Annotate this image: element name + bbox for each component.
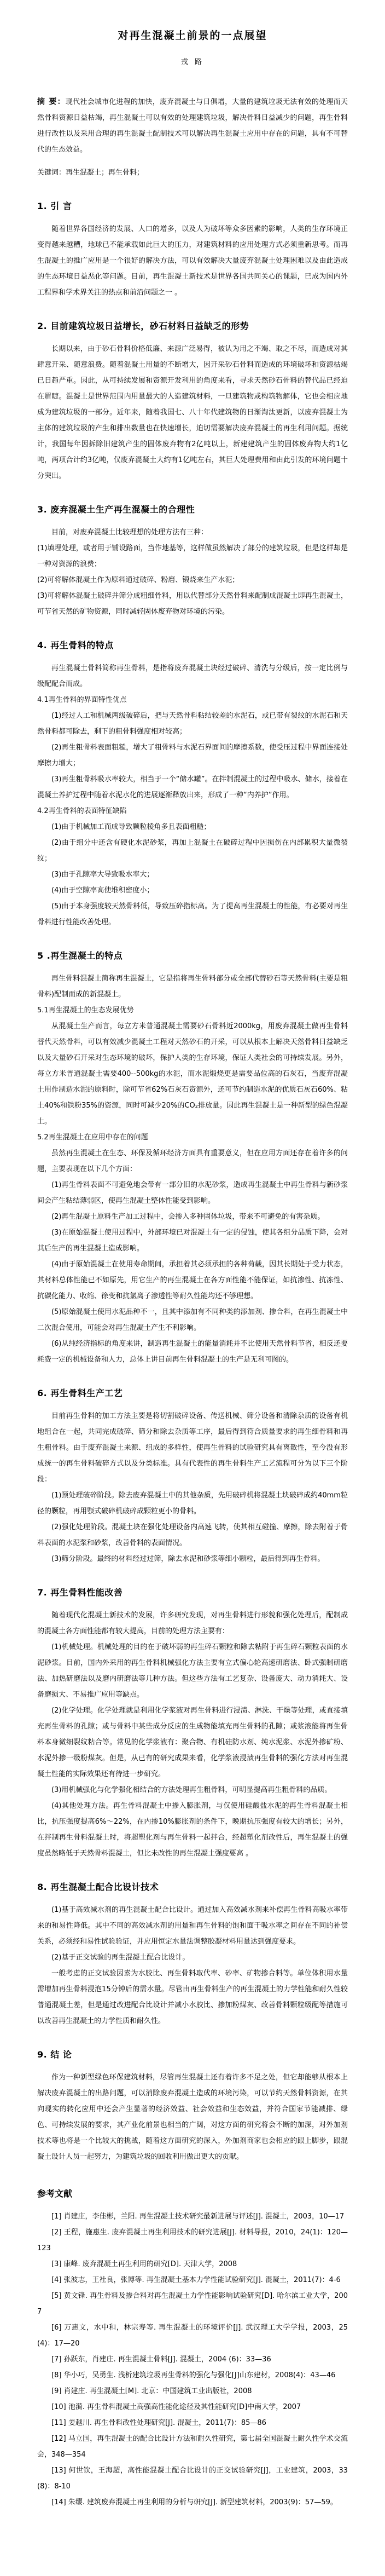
paragraph: (5)原始混凝土使用水泥品种不一，且其中添加有不同种类的添加剂、掺合料，在再生混凝土中二次混合使用，可能会对再生混凝土产生不利影响。 (37, 1308, 348, 1332)
reference-item: [10] 池漪. 再生骨料混凝土高强高性能化途径及其性能研究[D]中南大学，2007 (51, 2403, 301, 2411)
paragraph: (4)由于原始混凝土在使用寿命期间，承担着其必须承担的各种荷载，因其长期处于受力状态，其材料总体性能已不如原先，用它生产的再生混凝土在各方面性能不能保证，如抗渗性、抗冻性、抗碳化能力、收缩、徐变和抗氯离子渗透性等耐久性能均还不够理想。 (37, 1260, 348, 1300)
subsection-heading: 5.2再生混凝土在应用中存在的问题 (37, 1133, 148, 1142)
reference-item: [4] 张波志，王社良，张博等. 再生混凝土基本力学性能试验研究[J]. 混凝土，2011(7)：4-6 (51, 2276, 341, 2284)
paragraph: 作为一种新型绿色环保建筑材料，尽管再生混凝土还有着许多不足之处，但它却能够从根本上解决废弃混凝土的出路问题，可以消除废弃混凝土造成的环境污染，可以节约天然骨料资源，在其向现实的转化应用中还会产生显著的经济效益、社会效益和生态效益，并符合国家节能减排、绿色、可持续发展的要求，其产业化前景也相当的广阔，对这方面的研究将会不断的加深，对外加剂技术等也将是一个比较大的挑战，随着这方面研究的深入，外加剂商家也会相应的跟上脚步，跟混凝土设计人员一起努力，为建筑垃圾的回收利用做出更大的贡献。 (37, 2073, 348, 2161)
paragraph: (2)基于正交试验的再生混凝土配合比设计。 (51, 1953, 190, 1962)
section-heading: 6. 再生骨料生产工艺 (37, 1388, 123, 1398)
reference-item: [7] 孙跃东，肖建庄. 再生混凝土骨料[J]. 混凝土，2004 (6)：33—36 (51, 2355, 271, 2364)
paragraph: 随着现代化混凝土新技术的发展，许多研究发现，对再生骨料进行形貌和强化处理后，配制成的混凝土各方面性能都有较大提高，目前的处理方法主要有： (37, 1611, 348, 1635)
section-heading: 7. 再生骨料性能改善 (37, 1587, 123, 1598)
paragraph: 目前，对废弃混凝土比较理想的处理方法有三种： (51, 528, 208, 537)
paragraph: 一般考虑的正交试验因素为水胶比、再生骨料取代率、砂率、矿物掺合料等。单位体积用水量需增加再生骨料浸泡15分钟后的需水量。尽管由再生骨料生产的再生混凝土的力学性能和耐久性较普通混凝土差，但是通过改进配合比设计并减小水胶比、掺加粉煤灰、改善骨料颗粒级配等措施可以改善再生混凝土的力学性质和耐久性。 (37, 1969, 348, 2025)
paragraph: (4)其他处理方法。再生骨料混凝土中掺入膨胀剂，与仅使用硅酸盐水泥的再生骨料混凝土相比，抗压强度提高6%～22%，在内掺10%膨胀剂的条件下，晚期抗压强度有较大的增长；另外，在拌制再生骨料混凝土时，将超塑化剂与再生骨料一起拌合，经超塑化剂改性后，再生混凝土的强度虽然略低于天然骨料混凝土，但比未改性的再生混凝土强度要高 。 (37, 1802, 348, 1858)
keywords (37, 165, 348, 181)
paragraph: (1)经过人工和机械两级破碎后，把与天然骨料粘结较差的水泥石，或已带有裂纹的水泥石和天然骨料都可除去，剩下的粗骨料强度相对较高； (37, 712, 348, 736)
paper-title: 对再生混凝土前景的一点展望 (118, 30, 267, 42)
paragraph: (5)由于本身强度较天然骨料低，导致压碎指标高。为了提高再生混凝土的性能，有必要对再生骨料进行性能改善处理。 (37, 902, 348, 926)
paragraph: (3)筛分阶段。最终的材料经过过筛，除去水泥和砂浆等细小颗粒，最后得到再生骨料。 (51, 1555, 325, 1563)
keywords-label: 关键词： (37, 169, 66, 177)
references-list (37, 2209, 348, 2510)
reference-item: [3] 康峰. 废弃混凝土再生利用的研究[D]. 天津大学，2008 (51, 2260, 237, 2268)
abstract-text: 现代社会城市化进程的加快，废弃混凝土与日俱增，大量的建筑垃圾无法有效的处理而天然骨料资源日益枯竭，再生混凝土可以有效的处理建筑垃圾，解决骨料日益减少的问题，再生骨料进行改性以及采用合理的再生混凝土配制技术可以解决再生混凝土应用中存在的问题，具有不可替代的生态效益。 (37, 98, 348, 154)
section-heading: 2. 目前建筑垃圾日益增长，砂石材料日益缺乏的形势 (37, 321, 249, 331)
reference-item: [2] 王程，施惠生. 废弃混凝土再生利用技术的研究进展[J]. 材料导报，2010，24(1)：120—123 (37, 2228, 348, 2252)
paragraph: (1)预处理破碎阶段。除去废弃混凝土中的其他杂质，先用破碎机将混凝土块破碎成约40mm粒径的颗粒，再用颚式破碎机破碎成颗粒更小的骨料。 (37, 1491, 348, 1515)
reference-item: [13] 何世钦，王海超，高性能混凝土配合比设计的正交试验研究[J]，工业建筑，2003，33(8)：8-10 (37, 2466, 348, 2491)
paragraph: (3)在原始混凝土使用过程中，外部环境已对混凝土有一定的侵蚀，使其各组分品质下降，会对其后生产的再生混凝土造成影响。 (37, 1229, 348, 1253)
paragraph: (2)由于组分中还含有硬化水泥砂浆，再加上混凝土在破碎过程中因损伤在内部累积大量微裂纹； (37, 839, 348, 863)
paragraph: (3)用机械强化与化学强化相结合的方法处理再生粗骨料，可明显提高再生粗骨料的品质。 (51, 1786, 332, 1794)
paragraph: 再生混凝土骨料简称再生骨料，是指将废弃混凝土块经过破碎、清洗与分级后，按一定比例与级配配合而成。 (37, 664, 348, 688)
section-heading: 9. 结 论 (37, 2049, 72, 2060)
reference-item: [8] 华小巧，吴勇生. 浅析建筑垃圾再生骨料的强化与强化[J]山东建材，2008(4)：43—46 (51, 2371, 336, 2379)
paragraph: (2)化学处理。化学处理就是利用化学浆液对再生骨料进行浸渍、淋洗、干燥等处理，或直接填充再生骨料的孔隙；或与骨料中某些成分反应的生成物能填充再生骨料的孔隙；或浆液能将再生骨料本身微细裂纹粘合等。常见的化学浆液有：聚合物、有机硅防水剂、纯水泥浆、水泥外掺矿粉、水泥外掺一级粉煤灰。但是，从已有的研究成果来看，化学浆液浸渍再生骨料的强化方法对再生混凝土性能的实际效果还有待进一步研究。 (37, 1707, 348, 1778)
references-heading: 参考文献 (37, 2188, 73, 2199)
reference-item: [11] 姜越川. 再生骨料改性处理研究[J]. 混凝土，2011(7)：85—86 (51, 2419, 266, 2427)
paragraph: (4)由于空隙率高使堆积密度小； (51, 886, 154, 895)
author-name: 戎 路 (180, 58, 205, 66)
reference-item: [12] 马立国，再生混凝土的配合比设计方法和耐久性研究，第七届全国混凝土耐久性学术交流会，348—354 (37, 2435, 348, 2459)
section-heading: 4. 再生骨料的特点 (37, 640, 114, 650)
reference-item: [6] 万惠文，水中和，林宗寿等. 再生混凝土的环境评价[J]. 武汉理工大学学报，2003，25(4)：17—20 (37, 2324, 348, 2348)
subsection-heading: 5.1再生混凝土的生态发展优势 (37, 1006, 134, 1015)
keywords-text: 再生混凝土；再生骨料； (66, 169, 144, 177)
paragraph: (3)可将解体混凝土破碎并筛分成粗细骨料，用以代替部分天然骨料来配制成混凝土即再生混凝土，可节省天然的矿物资源，同时减轻固体废弃物对环境的污染。 (37, 592, 348, 616)
abstract-label: 摘 要： (37, 97, 66, 106)
section-heading: 8. 再生混凝土配合比设计技术 (37, 1882, 159, 1892)
reference-item: [9] 肖建庄. 再生混凝土[M]. 北京：中国建筑工业出版社，2008 (51, 2387, 252, 2395)
paragraph: 长期以来，由于砂石骨料价格低廉、来源广泛易得，被认为用之不竭、取之不尽，而造成对其肆意开采、随意浪费。随着混凝土用量的不断增大，因开采砂石骨料而造成的环境破坏和资源枯竭已日趋严重。因此，从可持续发展和资源开发利用的角度来看，寻求天然砂石骨料的替代品已经迫在眉睫。混凝土是世界范围内用量最大的人造建筑材料，一旦建筑物或构筑物解体，它也会相应地成为建筑垃圾的一部分。近年来，随着我国七、八十年代建筑物的日渐淘汰更新，以废弃混凝土为主体的建筑垃圾的产生和排出数量也在快速增长，迫切需要解决废弃混凝土的再生利用问题。据统计，我国每年因拆除旧建筑产生的固体废弃物有2亿吨以上，新建建筑产生的固体废弃物大约1亿吨，两项合计约3亿吨，仅废弃混凝土大约有1亿吨左右，其巨大处理费用和由此引发的环境问题十分突出。 (37, 345, 348, 480)
subsection-heading: 4.1再生骨料的界面特性优点 (37, 696, 127, 704)
subsection-heading: 4.2再生骨料的表面特征缺陷 (37, 807, 127, 815)
abstract (37, 94, 348, 158)
paragraph: (1)填埋处理，或者用于铺设路面，当作地基等，这样做虽然解决了部分的建筑垃圾，但是这样却是一种对资源的浪费； (37, 544, 348, 568)
paragraph: (1)由于机械加工而成导致颗粒棱角多且表面粗糙； (51, 823, 211, 831)
section-heading: 5 .再生混凝土的特点 (37, 950, 123, 961)
reference-item: [1] 肖建庄，李佳彬，兰阳. 再生混凝土技术研究最新进展与评述[J]. 混凝土，2003，10—17 (51, 2212, 345, 2221)
paragraph: 目前再生骨料的加工方法主要是将切割破碎设备、传送机械、筛分设备和清除杂质的设备有机地组合在一起，共同完成破碎、筛分和除去杂质等工序，最后得到符合质量要求的再生细骨料和再生粗骨料。由于废弃混凝土来源、组成的多样性，使再生骨料的试验研究具有离散性，至今没有形成统一的再生骨料破碎方式以及分类标准。具有代表性的再生骨料生产工艺流程可分为以下三个阶段： (37, 1412, 348, 1484)
paragraph: (6)从纯经济指标的角度来讲，制造再生混凝土的能量消耗并不比使用天然骨料节省，相反还要耗费一定的机械设备和人力，总体上讲目前再生骨料混凝土的生产是无利可图的。 (37, 1340, 348, 1364)
reference-item: [5] 黄文锋. 再生骨料及掺合料对再生混凝土力学性能影响试验研究[D]. 哈尔滨工业大学，2007 (37, 2292, 348, 2316)
paragraph: (2)再生混凝土原料生产加工过程中，会掺入多种固体垃圾，带来不可避免的有害杂质。 (51, 1213, 325, 1221)
paragraph: (1)基于高效减水剂的再生混凝土配合比设计。通过加入高效减水剂来补偿再生骨料高吸水率带来的和易性降低。其中不同的高效减水剂的用量和再生骨料的饱和面干吸水率之间存在不同的补偿关系，必须经和易性试验验证，并应用恒定水量法调整胶凝材料用量达到强度要求。 (37, 1906, 348, 1946)
paragraph: (1)再生骨料表面不可避免地会带有一部分旧的水泥砂浆，造成再生混凝土中再生骨料与新砂浆间会产生粘结薄弱区，使再生混凝土整体性能受到影响。 (37, 1181, 348, 1205)
paragraph: (3)由于孔隙率大导致吸水率大； (51, 871, 154, 879)
sections-container (37, 199, 348, 2165)
paragraph: (1)机械处理。机械处理的目的在于破坏弱的再生碎石颗粒和除去粘附于再生碎石颗粒表面的水泥砂浆。目前，国内外采用的再生骨料机械强化方法主要有立式偏心轮高速研磨法、卧式强制研磨法、加热研磨法以及磨内研磨法等几种方法。但这些方法有工艺复杂、设备庞大、动力消耗大、设备磨损大、不易推广应用等缺点。 (37, 1643, 348, 1699)
paragraph: 再生骨料混凝土简称再生混凝土，它是指将再生骨料部分或全部代替砂石等天然骨料(主要是粗骨料)配制而成的新混凝土。 (37, 975, 348, 999)
paragraph: 从混凝土生产而言，每立方米普通混凝土需要砂石骨料近2000kg，用废弃混凝土做再生骨料替代天然骨料，可以有效减少混凝土工程对天然砂石的开采，可以从根本上解决天然骨料日益缺乏以及大量砂石开采对生态环境的破坏，保护人类的生存环境，保证人类社会的可持续发展。另外，每立方米普通混凝土需要400--500kg的水泥，而水泥煅烧更是需要品位高的石灰石，当废弃混凝土用作制造水泥的原料时，除可节省62%石灰石资源外，还可节约制造水泥的优质石灰石60%、粘土40%和铁粉35%的资源，同时可减少20%的CO₂排放量。因此再生混凝土是一种新型的绿色混凝土。 (37, 1022, 348, 1126)
paragraph: 虽然再生混凝土在生态、环保及循环经济方面具有重要意义，但在应用方面还存在着许多的问题，主要表现在以下几个方面： (37, 1149, 348, 1173)
paragraph: (3)再生粗骨料吸水率较大，相当于一个“储水罐”。在拌制混凝土的过程中吸水、储水，接着在混凝土养护过程中随着水泥水化的进展逐渐释放出来，形成了一种“内养护”作用。 (37, 775, 348, 799)
paragraph: (2)可将解体混凝土作为原料通过破碎、粉磨、锻烧来生产水泥； (37, 576, 240, 584)
section-heading: 3. 废弃混凝土生产再生混凝土的合理性 (37, 504, 195, 515)
reference-item: [14] 朱缨. 建筑废弃混凝土再生利用的分析与研究[J]. 新型建筑材料，2003(9)：57—59。 (51, 2498, 337, 2506)
paragraph: 随着世界各国经济的发展、人口的增多，以及人为破坏等众多因素的影响，人类的生存环境正变得越来越糟，地球已不能承载如此巨大的压力，对建筑材料的应用处理方式必须重新思考。而再生混凝土的推广应用是一个很好的解决方法，可以有效解决大量废弃混凝土处理困难以及由此造成的生态环境日益恶化等问题。目前，再生混凝土新技术是世界各国共同关心的课题，已成为国内外工程界和学术界关注的热点和前沿问题之一 。 (37, 225, 348, 297)
section-heading: 1. 引 言 (37, 201, 72, 211)
paragraph: (2)强化处理阶段。混凝土块在强化处理设备内高速飞转，使其相互碰撞、摩擦，除去附着于骨料表面的水泥浆和砂浆，改善骨料的表面情况。 (37, 1523, 348, 1547)
paragraph: (2)再生粗骨料表面粗糙，增大了粗骨料与水泥石界面间的摩擦系数，使受压过程中界面连接处摩擦力增大； (37, 744, 348, 768)
